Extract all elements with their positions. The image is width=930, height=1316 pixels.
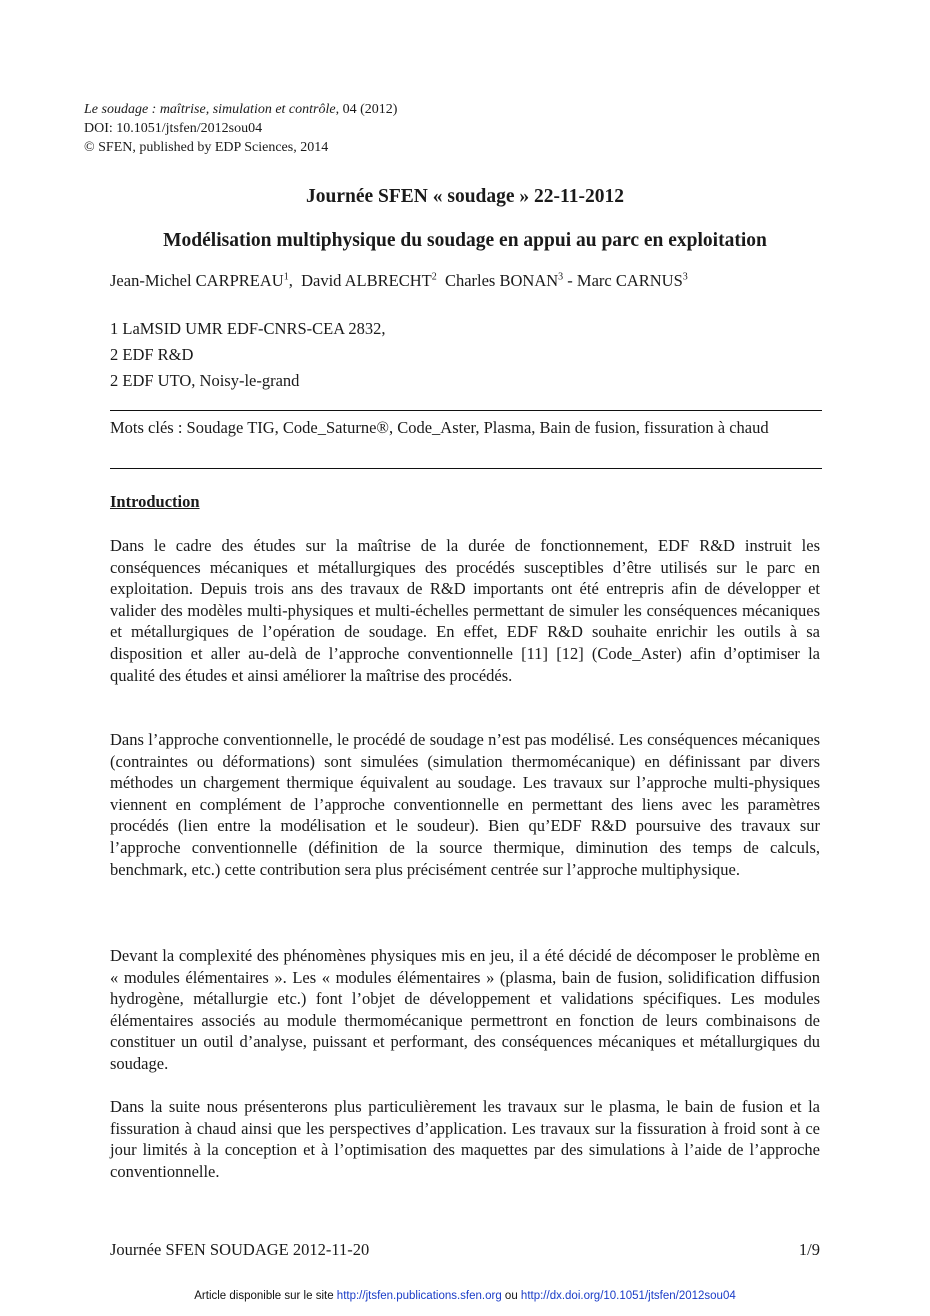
body-paragraph: Devant la complexité des phénomènes physiques mis en jeu, il a été décidé de décomposer le problème en « modules élémentaires ». Les « modules élémentaires » (plasma, bain de fusion, solidification diffusion hydrogène, métallurgie etc.) font l’objet de développement et validations spécifiques. Les modules élémentaires associés au module thermomécanique permettront en fonction de leurs combinaisons de constituer un outil d’analyse, puissant et performant, des conséquences mécaniques et métallurgiques du soudage.	[110, 946, 820, 1073]
affiliation: 2 EDF R&D	[110, 345, 194, 364]
journal-issue: , 04 (2012)	[335, 102, 398, 117]
journal-name: Le soudage : maîtrise, simulation et contrôle	[84, 102, 336, 117]
section-heading-introduction: Introduction	[110, 492, 200, 511]
journal-citation	[84, 100, 397, 119]
affiliation: 2 EDF UTO, Noisy-le-grand	[110, 371, 300, 390]
copyright-line: © SFEN, published by EDP Sciences, 2014	[84, 140, 329, 155]
keywords: Mots clés : Soudage TIG, Code_Saturne®, Code_Aster, Plasma, Bain de fusion, fissuration à chaud	[110, 418, 769, 437]
footer-conference: Journée SFEN SOUDAGE 2012-11-20	[110, 1240, 370, 1259]
body-paragraph: Dans le cadre des études sur la maîtrise de la durée de fonctionnement, EDF R&D instruit les conséquences mécaniques et métallurgiques des procédés susceptibles d’être utilisés sur le parc en exploitation. Depuis trois ans des travaux de R&D importants ont été entrepris afin de développer et valider des modèles multi-physiques et multi-échelles permettant de simuler les conséquences mécaniques et métallurgiques de l’opération de soudage. En effet, EDF R&D souhaite enrichir les outils à sa disposition et aller au-delà de l’approche conventionnelle [11] [12] (Code_Aster) afin d’optimiser la qualité des études et ainsi améliorer la maîtrise des procédés.	[110, 536, 820, 685]
availability-notice: Article disponible sur le site http://jtsfen.publications.sfen.org ou http://dx.doi.org/10.1051/jtsfen/2012sou04	[194, 1290, 736, 1302]
journal-header	[84, 100, 397, 157]
affiliation-list	[110, 316, 385, 394]
author: Jean-Michel CARPREAU$^1$,	[110, 271, 302, 290]
page-number: 1/9	[798, 1240, 820, 1259]
body-paragraph: Dans l’approche conventionnelle, le procédé de soudage n’est pas modélisé. Les conséquences mécaniques (contraintes ou déformations) sont simulées (simulation thermomécanique) en définissant par divers méthodes un chargement thermique équivalent au soudage. Les travaux sur l’approche multi-physiques viennent en complément de l’approche conventionnelle en permettant des liens avec les paramètres procédés (lien entre la modélisation et le soudeur). Bien qu’EDF R&D poursuive des travaux sur l’approche conventionnelle (définition de la source thermique, diminution des temps de calculs, benchmark, etc.) cette contribution sera plus précisément centrée sur l’approche multiphysique.	[110, 730, 820, 879]
author: Charles BONAN$^3$ -	[444, 271, 577, 290]
author-list	[110, 271, 688, 291]
keywords-top-rule	[110, 410, 822, 411]
paper-title: Modélisation multiphysique du soudage en appui au parc en exploitation	[163, 230, 767, 251]
author: Marc CARNUS$^3$	[576, 271, 688, 290]
journal-site-link[interactable]: http://jtsfen.publications.sfen.org	[336, 1290, 502, 1302]
keywords-bottom-rule	[110, 468, 822, 469]
body-paragraph: Dans la suite nous présenterons plus particulièrement les travaux sur le plasma, le bain de fusion et la fissuration à chaud ainsi que les perspectives d’application. Les travaux sur la fissuration à froid sont à ce jour limités à la conception et à l’optimisation des maquettes par des simulations à l’aide de l’approche conventionnelle.	[110, 1097, 820, 1181]
affiliation: 1 LaMSID UMR EDF-CNRS-CEA 2832,	[110, 319, 386, 338]
conference-title: Journée SFEN « soudage » 22-11-2012	[306, 186, 624, 207]
doi-line: DOI: 10.1051/jtsfen/2012sou04	[84, 121, 263, 136]
doi-link[interactable]: http://dx.doi.org/10.1051/jtsfen/2012sou04	[520, 1290, 736, 1302]
author: David ALBRECHT$^2$	[301, 271, 437, 290]
